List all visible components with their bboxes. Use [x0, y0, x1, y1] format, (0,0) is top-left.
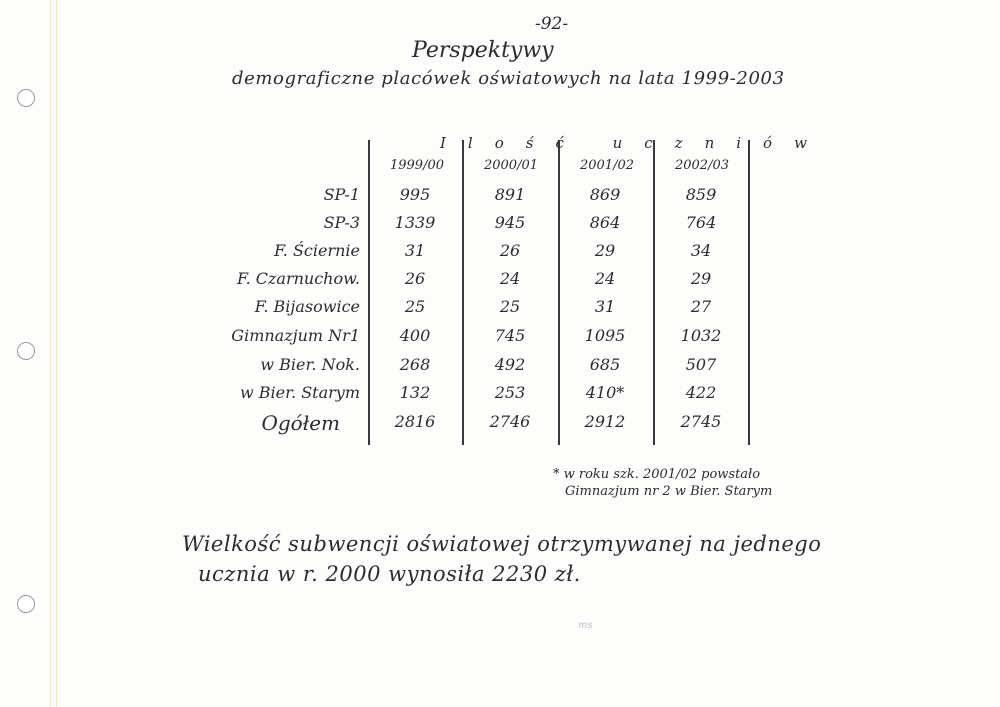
table-cell: 27 [690, 297, 712, 316]
table-cell: 253 [494, 383, 526, 402]
title-line-1: Perspektywy [412, 38, 554, 63]
table-cell: 132 [399, 383, 431, 402]
table-cell: 25 [404, 297, 426, 316]
table-cell: 26 [499, 241, 521, 260]
punch-hole [17, 89, 35, 107]
table-group-header: Ilość uczniów [440, 134, 829, 152]
table-divider [462, 140, 464, 445]
table-cell: 864 [589, 213, 621, 232]
page-number: -92- [535, 14, 569, 34]
table-cell: 945 [494, 213, 526, 232]
table-cell: 507 [685, 355, 717, 374]
table-cell: 422 [685, 383, 717, 402]
table-cell: 869 [589, 185, 621, 204]
year-header: 2002/03 [674, 158, 729, 173]
table-cell: 31 [404, 241, 426, 260]
table-cell: 24 [594, 269, 616, 288]
table-cell: 2745 [680, 412, 722, 431]
year-header: 2001/02 [579, 158, 634, 173]
table-cell: 31 [594, 297, 616, 316]
table-cell: 29 [690, 269, 712, 288]
punch-hole [17, 342, 35, 360]
table-cell: 745 [494, 326, 526, 345]
table-cell: 400 [399, 326, 431, 345]
footnote-line-1: * w roku szk. 2001/02 powstało [553, 467, 761, 482]
summary-line-2: ucznia w r. 2000 wynosiła 2230 zł. [198, 562, 581, 586]
table-cell: 1339 [394, 213, 436, 232]
table-row-label: SP-3 [323, 213, 360, 232]
table-cell: 859 [685, 185, 717, 204]
table-cell: 29 [594, 241, 616, 260]
table-row-label: F. Bijasowice [254, 297, 360, 316]
table-row-label: w Bier. Starym [240, 383, 360, 402]
margin-line [50, 0, 51, 707]
table-row-label: F. Czarnuchow. [236, 269, 360, 288]
footnote-line-2: Gimnazjum nr 2 w Bier. Starym [565, 484, 773, 499]
table-row-label: Gimnazjum Nr1 [231, 326, 360, 345]
table-cell: 268 [399, 355, 431, 374]
summary-line-1: Wielkość subwencji oświatowej otrzymywanej na jednego [182, 532, 822, 556]
faint-stamp: ms [578, 620, 593, 631]
table-cell: 25 [499, 297, 521, 316]
table-cell: 1095 [584, 326, 626, 345]
table-cell: 891 [494, 185, 526, 204]
table-cell: 1032 [680, 326, 722, 345]
table-divider [653, 140, 655, 445]
table-cell: 2816 [394, 412, 436, 431]
margin-line [56, 0, 57, 707]
year-header: 1999/00 [389, 158, 444, 173]
table-row-label: w Bier. Nok. [260, 355, 360, 374]
table-cell: 2746 [489, 412, 531, 431]
table-cell: 34 [690, 241, 712, 260]
punch-hole [17, 595, 35, 613]
table-cell: 492 [494, 355, 526, 374]
table-cell: 685 [589, 355, 621, 374]
table-cell: 410* [585, 383, 625, 402]
year-header: 2000/01 [483, 158, 538, 173]
table-cell: 764 [685, 213, 717, 232]
table-row-label: F. Ściernie [274, 241, 360, 260]
table-row-label: SP-1 [323, 185, 360, 204]
table-cell: 995 [399, 185, 431, 204]
table-cell: 24 [499, 269, 521, 288]
table-divider [748, 140, 750, 445]
table-row-label: Ogółem [261, 411, 340, 435]
title-line-2: demograficzne placówek oświatowych na lata 1999-2003 [232, 68, 785, 89]
table-cell: 26 [404, 269, 426, 288]
table-cell: 2912 [584, 412, 626, 431]
